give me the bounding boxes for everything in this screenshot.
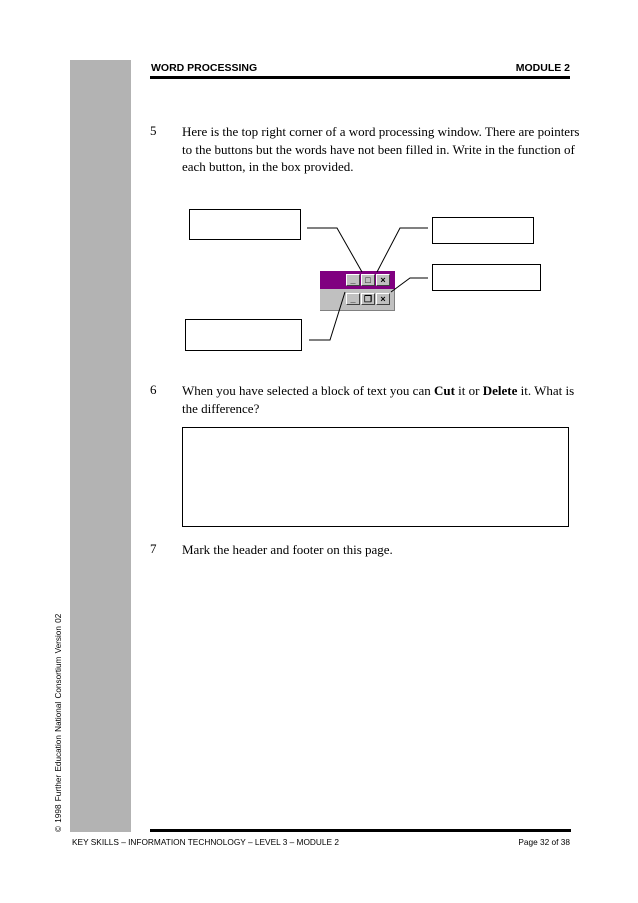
copyright-notice: © 1998 Further Education National Consortium Version 02 [54, 613, 63, 832]
pointer-line-maximize [377, 228, 428, 272]
document-button-row [320, 289, 395, 311]
answer-box-close[interactable] [432, 264, 541, 291]
answer-box-difference[interactable] [182, 427, 569, 527]
restore-icon: ❐ [361, 293, 375, 305]
page-number: Page 32 of 38 [518, 837, 570, 847]
question-number-7: 7 [150, 541, 157, 556]
question-text-5: Here is the top right corner of a word processing window. There are pointers to the buttons but the words have not been filled in. Write in the function of each button, in the box provided. [182, 124, 580, 174]
doc-close-icon: × [376, 293, 390, 305]
sidebar-band [70, 60, 131, 832]
maximize-icon: □ [361, 274, 375, 286]
question-text-7: Mark the header and footer on this page. [182, 542, 393, 557]
question-text-6: When you have selected a block of text you can Cut it or Delete it. What is the difference? [182, 383, 575, 416]
minimize-icon: _ [346, 274, 360, 286]
pointer-line-close [391, 278, 428, 292]
pointer-line-minimize [307, 228, 362, 272]
header-title: WORD PROCESSING [151, 62, 258, 74]
doc-minimize-icon: _ [346, 293, 360, 305]
delete-word: Delete [482, 383, 518, 398]
question-number-6: 6 [150, 382, 157, 397]
answer-box-restore[interactable] [185, 319, 302, 351]
footer-title: KEY SKILLS – INFORMATION TECHNOLOGY – LEVEL 3 – MODULE 2 [72, 837, 339, 847]
question-number-5: 5 [150, 123, 157, 138]
answer-box-maximize[interactable] [432, 217, 534, 244]
header-rule [150, 76, 570, 79]
cut-word: Cut [433, 383, 455, 398]
answer-box-minimize[interactable] [189, 209, 301, 240]
header-module: MODULE 2 [515, 62, 570, 74]
window-title-bar [320, 271, 395, 289]
close-icon: × [376, 274, 390, 286]
footer-rule [150, 829, 571, 832]
